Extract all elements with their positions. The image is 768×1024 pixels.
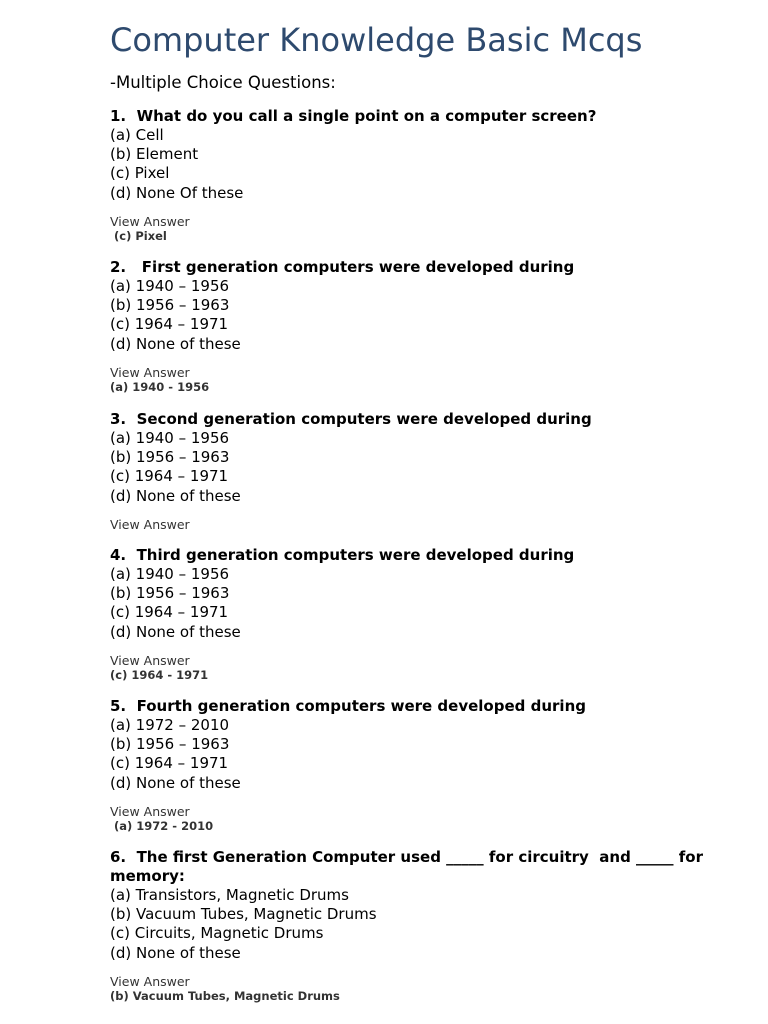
option-a: (a) 1972 – 2010 [110, 716, 230, 734]
option-c: (c) Circuits, Magnetic Drums [110, 924, 324, 943]
question-text: 3. Second generation computers were developed during [110, 410, 592, 428]
option-d: (d) None of these [110, 943, 241, 962]
option-a: (a) Cell [110, 126, 164, 144]
option-a: (a) 1940 – 1956 [110, 565, 230, 583]
question-4 [110, 546, 730, 683]
option-c: (c) Pixel [110, 164, 170, 183]
question-3 [110, 410, 730, 532]
page-subtitle: -Multiple Choice Questions: [110, 73, 336, 92]
question-1 [110, 107, 730, 244]
question-text: 1. What do you call a single point on a computer screen? [110, 107, 597, 125]
view-answer-link[interactable]: View Answer [110, 213, 190, 229]
option-c: (c) 1964 – 1971 [110, 603, 229, 622]
option-d: (d) None Of these [110, 183, 244, 202]
view-answer-link[interactable]: View Answer [110, 973, 190, 989]
view-answer-link[interactable]: View Answer [110, 803, 190, 819]
option-a: (a) 1940 – 1956 [110, 277, 230, 295]
option-d: (d) None of these [110, 334, 241, 353]
option-a: (a) Transistors, Magnetic Drums [110, 886, 349, 904]
option-b: (b) 1956 – 1963 [110, 448, 230, 467]
answer-text: (a) 1940 - 1956 [110, 379, 210, 394]
option-a: (a) 1940 – 1956 [110, 429, 230, 447]
option-b: (b) 1956 – 1963 [110, 735, 230, 754]
option-d: (d) None of these [110, 622, 241, 641]
option-d: (d) None of these [110, 773, 241, 792]
option-c: (c) 1964 – 1971 [110, 315, 229, 334]
option-d: (d) None of these [110, 486, 241, 505]
answer-text: (a) 1972 - 2010 [110, 818, 214, 833]
answer-text: (c) 1964 - 1971 [110, 667, 209, 682]
option-b: (b) Vacuum Tubes, Magnetic Drums [110, 905, 377, 924]
question-text: 4. Third generation computers were developed during [110, 546, 575, 564]
question-text: 6. The first Generation Computer used _____ for circuitry and _____ for memory: [110, 848, 709, 885]
question-text: 2. First generation computers were developed during [110, 258, 575, 276]
view-answer-link[interactable]: View Answer [110, 516, 190, 532]
answer-text: (c) Pixel [110, 228, 167, 243]
option-c: (c) 1964 – 1971 [110, 754, 229, 773]
question-5 [110, 697, 730, 834]
option-b: (b) 1956 – 1963 [110, 584, 230, 603]
option-b: (b) 1956 – 1963 [110, 296, 230, 315]
answer-text: (b) Vacuum Tubes, Magnetic Drums [110, 988, 340, 1003]
option-b: (b) Element [110, 145, 199, 164]
question-text: 5. Fourth generation computers were developed during [110, 697, 586, 715]
question-2 [110, 258, 730, 395]
view-answer-link[interactable]: View Answer [110, 652, 190, 668]
page-title: Computer Knowledge Basic Mcqs [110, 21, 643, 59]
question-6 [110, 848, 730, 1004]
option-c: (c) 1964 – 1971 [110, 467, 229, 486]
view-answer-link[interactable]: View Answer [110, 364, 190, 380]
